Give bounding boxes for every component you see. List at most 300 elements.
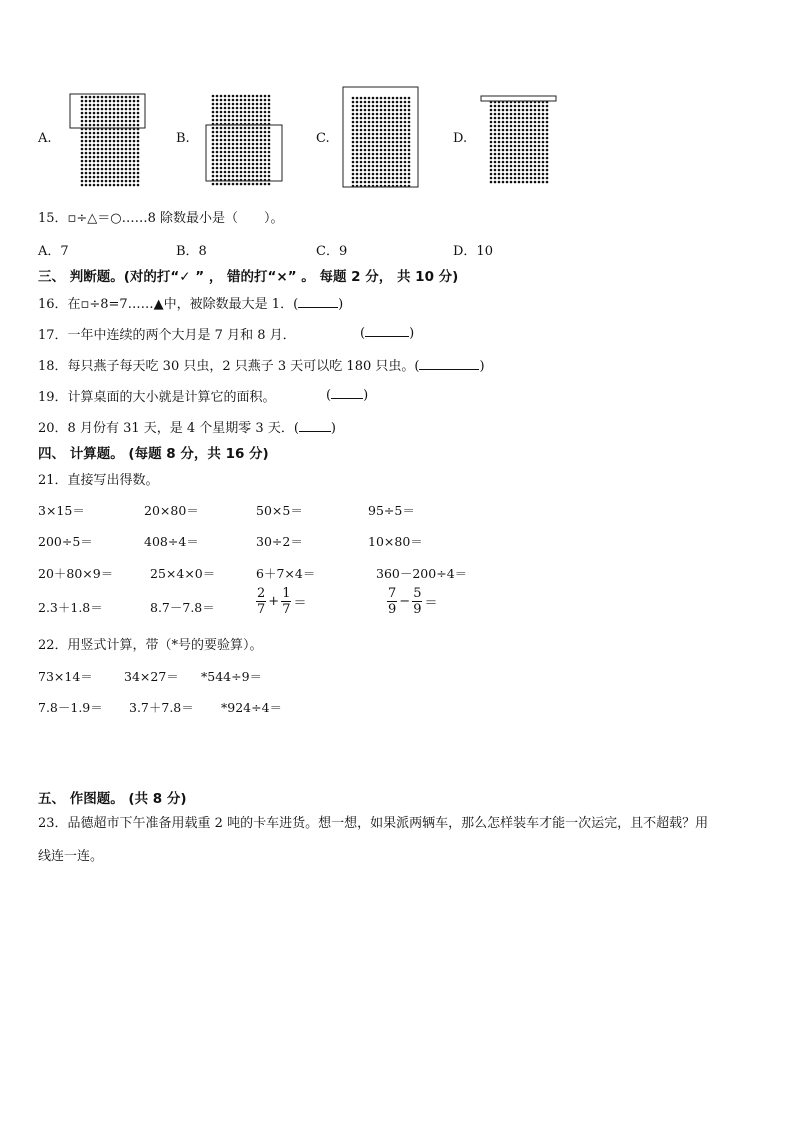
grid-dot [101,116,104,119]
grid-dot [89,148,92,151]
grid-dot [236,183,239,186]
grid-dot [368,113,371,116]
grid-dot [260,139,263,142]
grid-dot [212,167,215,170]
grid-dot [97,124,100,127]
grid-dot [105,152,108,155]
grid-dot [260,167,263,170]
grid-dot [212,127,215,130]
grid-dot [133,156,136,159]
grid-dot [502,157,505,160]
grid-dot [216,99,219,102]
grid-dot [97,180,100,183]
grid-dot [212,143,215,146]
grid-dot [236,99,239,102]
grid-dot [216,95,219,98]
grid-dot [502,141,505,144]
grid-dot [530,153,533,156]
grid-dot [404,117,407,120]
grid-dot [129,104,132,107]
grid-dot [502,133,505,136]
grid-dot [534,125,537,128]
grid-dot [240,107,243,110]
grid-dot [514,169,517,172]
grid-dot [360,121,363,124]
grid-dot [368,157,371,160]
grid-dot [129,152,132,155]
calc-item: 3.7＋7.8＝ [129,700,194,715]
grid-dot [216,155,219,158]
grid-dot [109,160,112,163]
grid-dot [228,171,231,174]
grid-dot [137,180,140,183]
grid-dot [392,137,395,140]
grid-dot [248,175,251,178]
grid-dot [356,101,359,104]
q15-option-a: A．7 [38,244,69,259]
grid-dot [490,141,493,144]
grid-dot [404,165,407,168]
grid-dot [530,169,533,172]
grid-dot [113,168,116,171]
grid-dot [264,171,267,174]
grid-dot [220,171,223,174]
grid-dot [89,112,92,115]
grid-dot [392,165,395,168]
grid-dot [240,127,243,130]
grid-dot [232,103,235,106]
grid-dot [360,181,363,184]
grid-dot [105,148,108,151]
grid-dot [93,96,96,99]
grid-dot [240,99,243,102]
grid-dot [546,133,549,136]
grid-dot [125,184,128,187]
grid-dot [137,156,140,159]
grid-dot [494,105,497,108]
grid-dot [502,121,505,124]
grid-dot [252,183,255,186]
grid-dot [514,113,517,116]
grid-dot [400,97,403,100]
grid-dot [490,177,493,180]
grid-dot [514,149,517,152]
grid-dot [236,159,239,162]
grid-dot [518,129,521,132]
grid-dot [526,149,529,152]
grid-dot [252,103,255,106]
grid-dot [510,121,513,124]
grid-dot [121,144,124,147]
grid-dot [396,133,399,136]
grid-dot [137,184,140,187]
q16-paren: ) [338,297,344,312]
grid-dot [129,164,132,167]
grid-dot [244,115,247,118]
grid-dot [494,121,497,124]
grid-dot [109,116,112,119]
q20-answer-blank[interactable] [299,419,331,432]
q17-answer-slot[interactable]: ( ) [360,326,415,341]
grid-dot [494,145,497,148]
grid-dot [538,137,541,140]
question-23-line-2: 线连一连。 [38,849,104,864]
grid-dot [546,145,549,148]
grid-dot [518,105,521,108]
grid-dot [133,140,136,143]
grid-dot [220,119,223,122]
grid-dot [81,96,84,99]
grid-dot [264,147,267,150]
grid-dot [376,129,379,132]
grid-dot [396,141,399,144]
grid-dot [364,117,367,120]
q17-answer-blank[interactable] [365,324,409,337]
calc-item: 6＋7×4＝ [256,566,316,581]
grid-dot [260,111,263,114]
grid-dot [101,132,104,135]
grid-dot [109,104,112,107]
grid-dot [526,153,529,156]
section-3-title: 三、 判断题。(对的打“✓ ” ， 错的打“×” 。 每题 2 分， 共 10 分) [38,269,459,285]
grid-dot [256,95,259,98]
denominator: 7 [257,602,266,617]
grid-dot [526,105,529,108]
grid-dot [109,184,112,187]
grid-dot [113,112,116,115]
grid-dot [89,136,92,139]
grid-dot [97,100,100,103]
grid-dot [216,119,219,122]
grid-dot [490,153,493,156]
grid-dot [129,116,132,119]
grid-dot [538,161,541,164]
grid-dot [360,129,363,132]
grid-dot [396,137,399,140]
grid-dot [534,129,537,132]
grid-dot [125,136,128,139]
grid-dot [360,157,363,160]
grid-dot [490,169,493,172]
grid-dot [514,157,517,160]
grid-dot [364,125,367,128]
option-b-dot-figure [198,88,298,188]
grid-dot [522,181,525,184]
grid-dot [212,171,215,174]
grid-dot [109,136,112,139]
grid-dot [236,143,239,146]
grid-dot [81,176,84,179]
grid-dot [408,169,411,172]
grid-dot [372,125,375,128]
grid-dot [396,173,399,176]
grid-dot [526,113,529,116]
grid-dot [388,177,391,180]
grid-dot [220,163,223,166]
grid-dot [260,143,263,146]
grid-dot [376,133,379,136]
grid-dot [506,125,509,128]
q19-answer-slot[interactable]: ( ) [326,388,369,403]
q16-text: 16．在▫÷8=7……▲中，被除数最大是 1．( [38,297,299,312]
grid-dot [498,169,501,172]
grid-dot [526,169,529,172]
grid-dot [546,113,549,116]
q19-answer-blank[interactable] [331,386,363,399]
grid-dot [121,100,124,103]
grid-dot [121,112,124,115]
grid-dot [510,117,513,120]
grid-dot [236,167,239,170]
grid-dot [113,124,116,127]
grid-dot [240,151,243,154]
grid-dot [400,149,403,152]
grid-dot [133,184,136,187]
grid-dot [113,96,116,99]
grid-dot [125,108,128,111]
grid-dot [109,168,112,171]
grid-dot [264,135,267,138]
grid-dot [232,115,235,118]
grid-dot [81,120,84,123]
grid-dot [129,120,132,123]
grid-dot [125,160,128,163]
grid-dot [85,172,88,175]
grid-dot [117,160,120,163]
grid-dot [264,151,267,154]
grid-dot [364,113,367,116]
grid-dot [498,157,501,160]
grid-dot [89,104,92,107]
grid-dot [392,113,395,116]
grid-dot [400,177,403,180]
grid-dot [89,108,92,111]
grid-dot [81,132,84,135]
question-19 [38,386,276,405]
grid-dot [252,99,255,102]
grid-dot [538,121,541,124]
grid-dot [352,181,355,184]
grid-dot [384,169,387,172]
grid-dot [228,175,231,178]
grid-dot [510,157,513,160]
grid-dot [97,176,100,179]
grid-dot [212,183,215,186]
grid-dot [256,155,259,158]
grid-dot [538,109,541,112]
q16-answer-blank[interactable] [298,295,338,308]
grid-dot [264,115,267,118]
option-d-dot-figure [476,92,566,192]
grid-dot [268,127,271,130]
grid-dot [244,159,247,162]
grid-dot [244,175,247,178]
grid-dot [372,109,375,112]
grid-dot [534,109,537,112]
grid-dot [542,117,545,120]
grid-dot [260,135,263,138]
grid-dot [522,121,525,124]
grid-dot [380,133,383,136]
grid-dot [121,152,124,155]
grid-dot [408,145,411,148]
grid-dot [490,145,493,148]
grid-dot [137,168,140,171]
question-22-title: 22．用竖式计算，带（*号的要验算）。 [38,638,263,653]
grid-dot [372,153,375,156]
grid-dot [133,164,136,167]
grid-dot [101,100,104,103]
grid-dot [380,165,383,168]
grid-dot [360,141,363,144]
grid-dot [125,148,128,151]
grid-dot [85,164,88,167]
grid-dot [396,121,399,124]
grid-dot [89,168,92,171]
grid-dot [526,173,529,176]
grid-dot [372,149,375,152]
grid-dot [117,120,120,123]
grid-dot [526,109,529,112]
grid-dot [372,105,375,108]
grid-dot [129,160,132,163]
option-a-dot-figure [60,88,160,188]
grid-dot [240,131,243,134]
grid-dot [408,113,411,116]
grid-dot [364,133,367,136]
grid-dot [546,149,549,152]
grid-dot [93,124,96,127]
grid-dot [522,161,525,164]
grid-dot [252,143,255,146]
grid-dot [260,119,263,122]
grid-dot [514,121,517,124]
grid-dot [364,121,367,124]
grid-dot [125,132,128,135]
grid-dot [216,131,219,134]
grid-dot [228,139,231,142]
grid-dot [368,105,371,108]
grid-dot [125,144,128,147]
grid-dot [502,173,505,176]
grid-dot [97,132,100,135]
grid-dot [101,120,104,123]
grid-dot [220,147,223,150]
grid-dot [105,104,108,107]
grid-dot [364,161,367,164]
grid-dot [360,137,363,140]
grid-dot [380,161,383,164]
grid-dot [105,184,108,187]
grid-dot [522,149,525,152]
grid-dot [518,169,521,172]
grid-dot [408,137,411,140]
grid-dot [388,133,391,136]
grid-dot [404,153,407,156]
grid-dot [494,181,497,184]
grid-dot [538,141,541,144]
frame-rectangle [481,96,556,101]
grid-dot [244,131,247,134]
grid-dot [101,140,104,143]
grid-dot [380,105,383,108]
grid-dot [268,163,271,166]
grid-dot [212,139,215,142]
grid-dot [506,105,509,108]
grid-dot [236,103,239,106]
grid-dot [518,181,521,184]
grid-dot [510,141,513,144]
grid-dot [105,116,108,119]
grid-dot [256,175,259,178]
grid-dot [93,176,96,179]
grid-dot [244,135,247,138]
grid-dot [546,157,549,160]
grid-dot [404,133,407,136]
grid-dot [109,132,112,135]
grid-dot [546,165,549,168]
grid-dot [502,169,505,172]
grid-dot [93,152,96,155]
fraction [281,586,291,617]
grid-dot [101,180,104,183]
q15-option-d: D．10 [453,244,493,259]
grid-dot [240,175,243,178]
grid-dot [518,145,521,148]
calc-item: 20×80＝ [144,503,199,518]
grid-dot [240,135,243,138]
grid-dot [502,125,505,128]
q18-answer-blank[interactable] [419,357,479,370]
grid-dot [506,165,509,168]
grid-dot [252,111,255,114]
grid-dot [364,101,367,104]
grid-dot [380,113,383,116]
grid-dot [360,105,363,108]
grid-dot [137,112,140,115]
grid-dot [228,103,231,106]
grid-dot [216,171,219,174]
grid-dot [212,175,215,178]
grid-dot [498,145,501,148]
grid-dot [534,133,537,136]
grid-dot [216,159,219,162]
grid-dot [498,105,501,108]
grid-dot [113,104,116,107]
grid-dot [89,172,92,175]
grid-dot [376,165,379,168]
calc-item: *544÷9＝ [201,669,263,684]
grid-dot [352,149,355,152]
grid-dot [125,120,128,123]
grid-dot [252,163,255,166]
grid-dot [502,177,505,180]
grid-dot [105,120,108,123]
grid-dot [408,133,411,136]
grid-dot [502,161,505,164]
grid-dot [380,157,383,160]
grid-dot [224,155,227,158]
grid-dot [510,165,513,168]
grid-dot [506,141,509,144]
grid-dot [380,129,383,132]
grid-dot [392,125,395,128]
grid-dot [388,173,391,176]
grid-dot [81,112,84,115]
grid-dot [260,159,263,162]
grid-dot [256,135,259,138]
grid-dot [372,145,375,148]
